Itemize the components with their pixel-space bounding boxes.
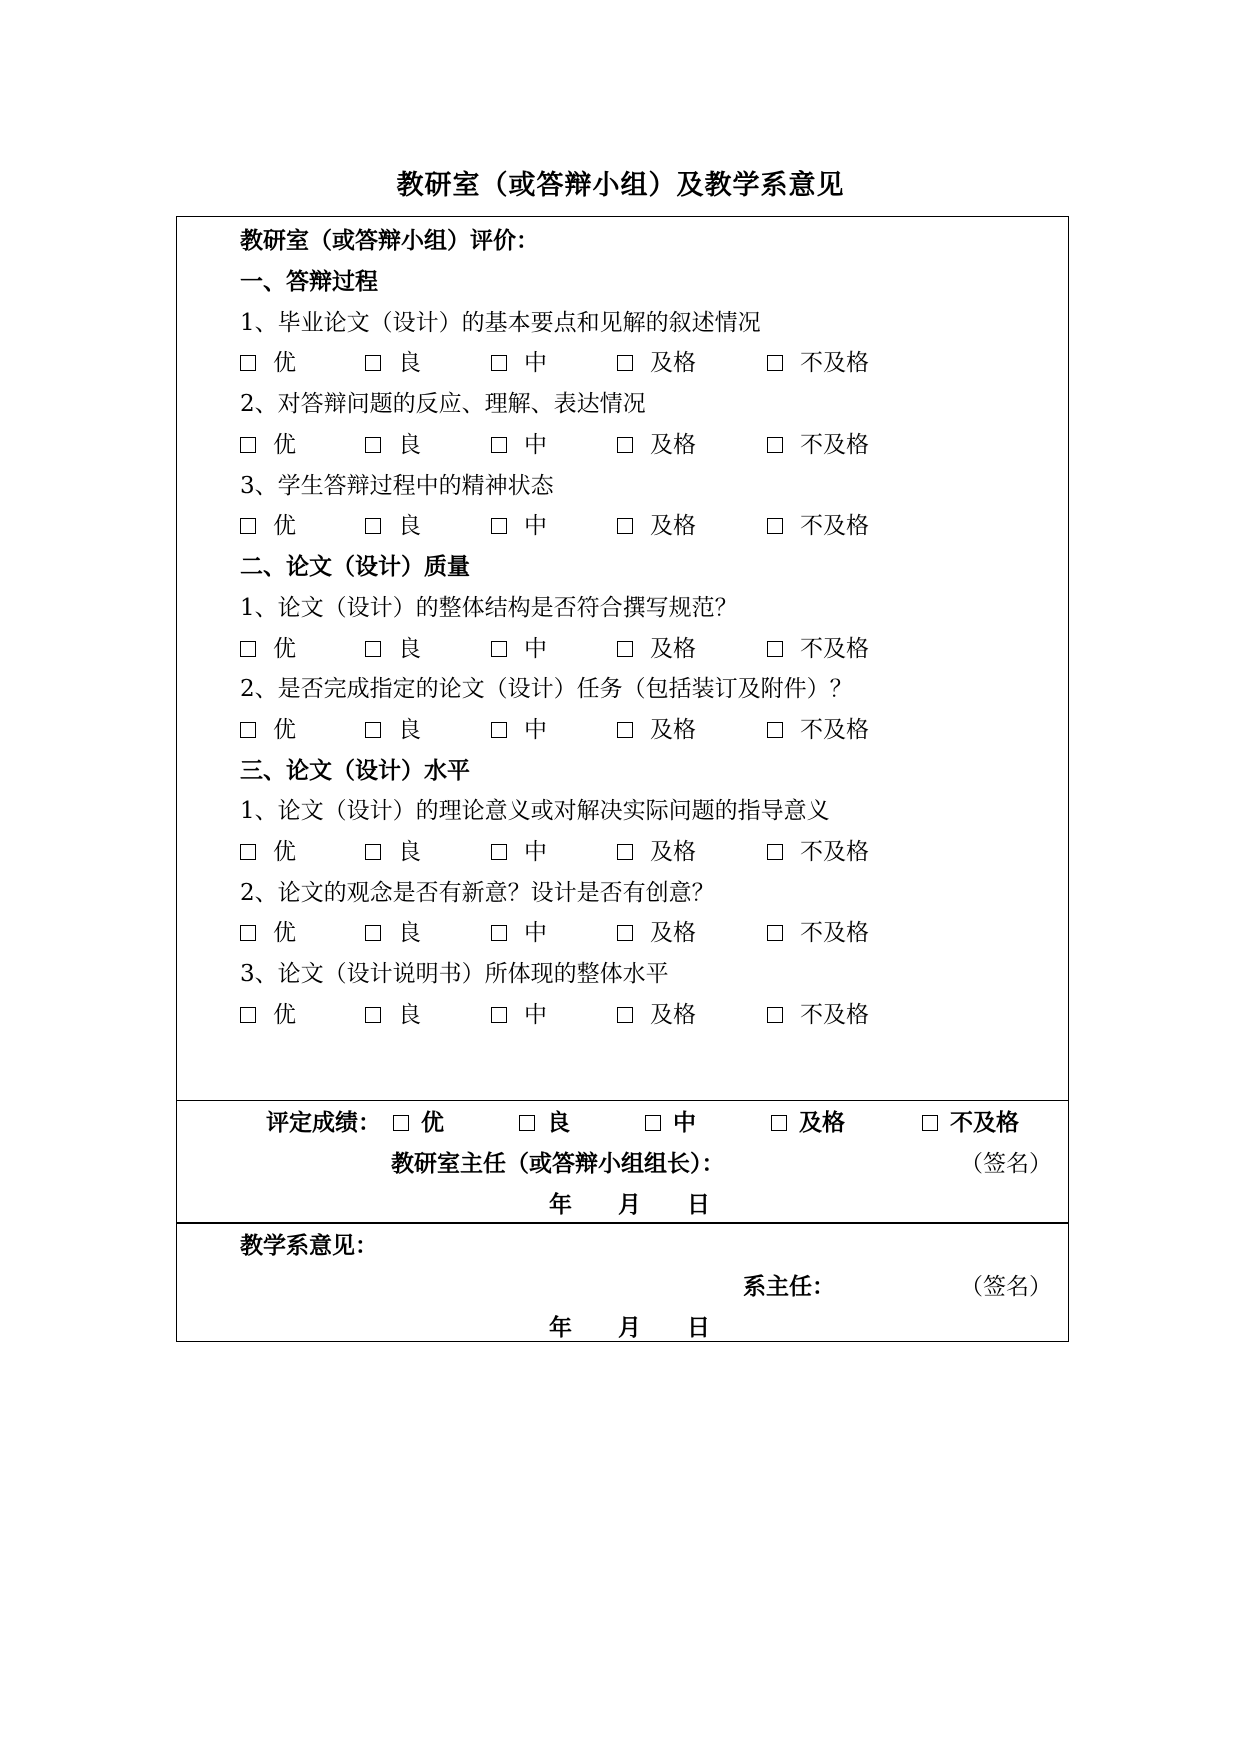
rating-options-3-3 [240,995,940,1035]
checkbox[interactable] [645,1115,661,1131]
option-pass[interactable]: 及格 [617,832,696,872]
department-date [549,1308,710,1348]
option-excellent[interactable]: 优 [240,995,296,1035]
option-excellent[interactable]: 优 [240,506,296,546]
checkbox[interactable] [365,1007,381,1023]
rating-options-1-1 [240,343,940,383]
option-fail[interactable]: 不及格 [767,832,869,872]
section-divider [177,1222,1068,1224]
option-good[interactable]: 良 [365,506,421,546]
checkbox[interactable] [617,641,633,657]
checkbox[interactable] [617,518,633,534]
checkbox[interactable] [365,355,381,371]
option-medium[interactable]: 中 [491,506,547,546]
department-opinion-heading: 教学系意见： [240,1232,378,1259]
date-year: 年 [549,1314,572,1341]
checkbox[interactable] [365,925,381,941]
checkbox[interactable] [771,1115,787,1131]
checkbox[interactable] [365,722,381,738]
option-good[interactable]: 良 [365,832,421,872]
checkbox[interactable] [491,518,507,534]
department-sign-note: （签名） [960,1274,1052,1300]
option-good[interactable]: 良 [365,343,421,383]
checkbox[interactable] [240,925,256,941]
option-pass[interactable]: 及格 [617,506,696,546]
grade-option-medium[interactable]: 中 [645,1103,696,1143]
option-good[interactable]: 良 [365,995,421,1035]
checkbox[interactable] [365,518,381,534]
option-medium[interactable]: 中 [491,710,547,750]
group-heading-thesis-quality: 二、论文（设计）质量 [240,553,470,580]
section-divider [177,1100,1068,1101]
option-pass[interactable]: 及格 [617,425,696,465]
section-heading-evaluation: 教研室（或答辩小组）评价： [240,227,539,254]
question-1-3: 3、学生答辩过程中的精神状态 [240,473,554,499]
option-medium[interactable]: 中 [491,913,547,953]
checkbox[interactable] [767,925,783,941]
checkbox[interactable] [240,355,256,371]
grade-option-pass[interactable]: 及格 [771,1103,845,1143]
checkbox[interactable] [365,844,381,860]
checkbox[interactable] [617,437,633,453]
final-grade-row [177,1103,1068,1143]
question-2-1: 1、论文（设计）的整体结构是否符合撰写规范？ [240,595,738,621]
option-excellent[interactable]: 优 [240,832,296,872]
option-fail[interactable]: 不及格 [767,995,869,1035]
option-good[interactable]: 良 [365,425,421,465]
rating-options-2-2 [240,710,940,750]
option-excellent[interactable]: 优 [240,343,296,383]
director-date [549,1185,710,1225]
question-3-3: 3、论文（设计说明书）所体现的整体水平 [240,961,669,987]
group-heading-thesis-level: 三、论文（设计）水平 [240,757,470,784]
checkbox[interactable] [767,722,783,738]
option-fail[interactable]: 不及格 [767,913,869,953]
date-year: 年 [549,1191,572,1218]
option-good[interactable]: 良 [365,629,421,669]
checkbox[interactable] [617,1007,633,1023]
rating-options-2-1 [240,629,940,669]
checkbox[interactable] [767,355,783,371]
option-pass[interactable]: 及格 [617,343,696,383]
checkbox[interactable] [617,355,633,371]
checkbox[interactable] [767,437,783,453]
question-3-2: 2、论文的观念是否有新意？设计是否有创意？ [240,880,715,906]
option-fail[interactable]: 不及格 [767,629,869,669]
checkbox[interactable] [767,844,783,860]
question-1-1: 1、毕业论文（设计）的基本要点和见解的叙述情况 [240,310,761,336]
option-fail[interactable]: 不及格 [767,506,869,546]
checkbox[interactable] [240,1007,256,1023]
option-excellent[interactable]: 优 [240,629,296,669]
option-pass[interactable]: 及格 [617,629,696,669]
checkbox[interactable] [240,722,256,738]
option-medium[interactable]: 中 [491,629,547,669]
rating-options-3-2 [240,913,940,953]
director-sign-note: （签名） [960,1151,1052,1177]
final-grade-label: 评定成绩： [266,1109,381,1136]
checkbox[interactable] [365,641,381,657]
option-pass[interactable]: 及格 [617,710,696,750]
option-excellent[interactable]: 优 [240,913,296,953]
checkbox[interactable] [491,844,507,860]
checkbox[interactable] [767,641,783,657]
checkbox[interactable] [617,722,633,738]
option-good[interactable]: 良 [365,710,421,750]
option-fail[interactable]: 不及格 [767,710,869,750]
rating-options-1-3 [240,506,940,546]
director-signature-label: 教研室主任（或答辩小组组长）： [391,1150,725,1177]
checkbox[interactable] [767,1007,783,1023]
checkbox[interactable] [393,1115,409,1131]
checkbox[interactable] [491,925,507,941]
date-day: 日 [687,1314,711,1341]
checkbox[interactable] [491,437,507,453]
question-3-1: 1、论文（设计）的理论意义或对解决实际问题的指导意义 [240,798,830,824]
date-month: 月 [618,1191,642,1218]
option-pass[interactable]: 及格 [617,913,696,953]
document-title: 教研室（或答辩小组）及教学系意见 [396,170,845,201]
option-medium[interactable]: 中 [491,425,547,465]
checkbox[interactable] [491,722,507,738]
checkbox[interactable] [240,844,256,860]
option-medium[interactable]: 中 [491,343,547,383]
checkbox[interactable] [491,1007,507,1023]
checkbox[interactable] [519,1115,535,1131]
checkbox[interactable] [922,1115,938,1131]
grade-option-good[interactable]: 良 [519,1103,570,1143]
option-excellent[interactable]: 优 [240,710,296,750]
grade-option-excellent[interactable]: 优 [393,1103,444,1143]
rating-options-3-1 [240,832,940,872]
checkbox[interactable] [240,641,256,657]
rating-options-1-2 [240,425,940,465]
option-medium[interactable]: 中 [491,832,547,872]
date-day: 日 [687,1191,711,1218]
checkbox[interactable] [240,518,256,534]
group-heading-defense-process: 一、答辩过程 [240,268,378,295]
checkbox[interactable] [491,641,507,657]
option-fail[interactable]: 不及格 [767,425,869,465]
checkbox[interactable] [240,437,256,453]
checkbox[interactable] [617,925,633,941]
evaluation-form [176,216,1069,1342]
question-1-2: 2、对答辩问题的反应、理解、表达情况 [240,391,646,417]
option-fail[interactable]: 不及格 [767,343,869,383]
option-pass[interactable]: 及格 [617,995,696,1035]
checkbox[interactable] [767,518,783,534]
date-month: 月 [618,1314,642,1341]
grade-option-fail[interactable]: 不及格 [922,1103,1019,1143]
department-head-label: 系主任： [743,1273,835,1300]
checkbox[interactable] [617,844,633,860]
option-good[interactable]: 良 [365,913,421,953]
checkbox[interactable] [491,355,507,371]
question-2-2: 2、是否完成指定的论文（设计）任务（包括装订及附件）？ [240,676,853,702]
option-excellent[interactable]: 优 [240,425,296,465]
option-medium[interactable]: 中 [491,995,547,1035]
checkbox[interactable] [365,437,381,453]
